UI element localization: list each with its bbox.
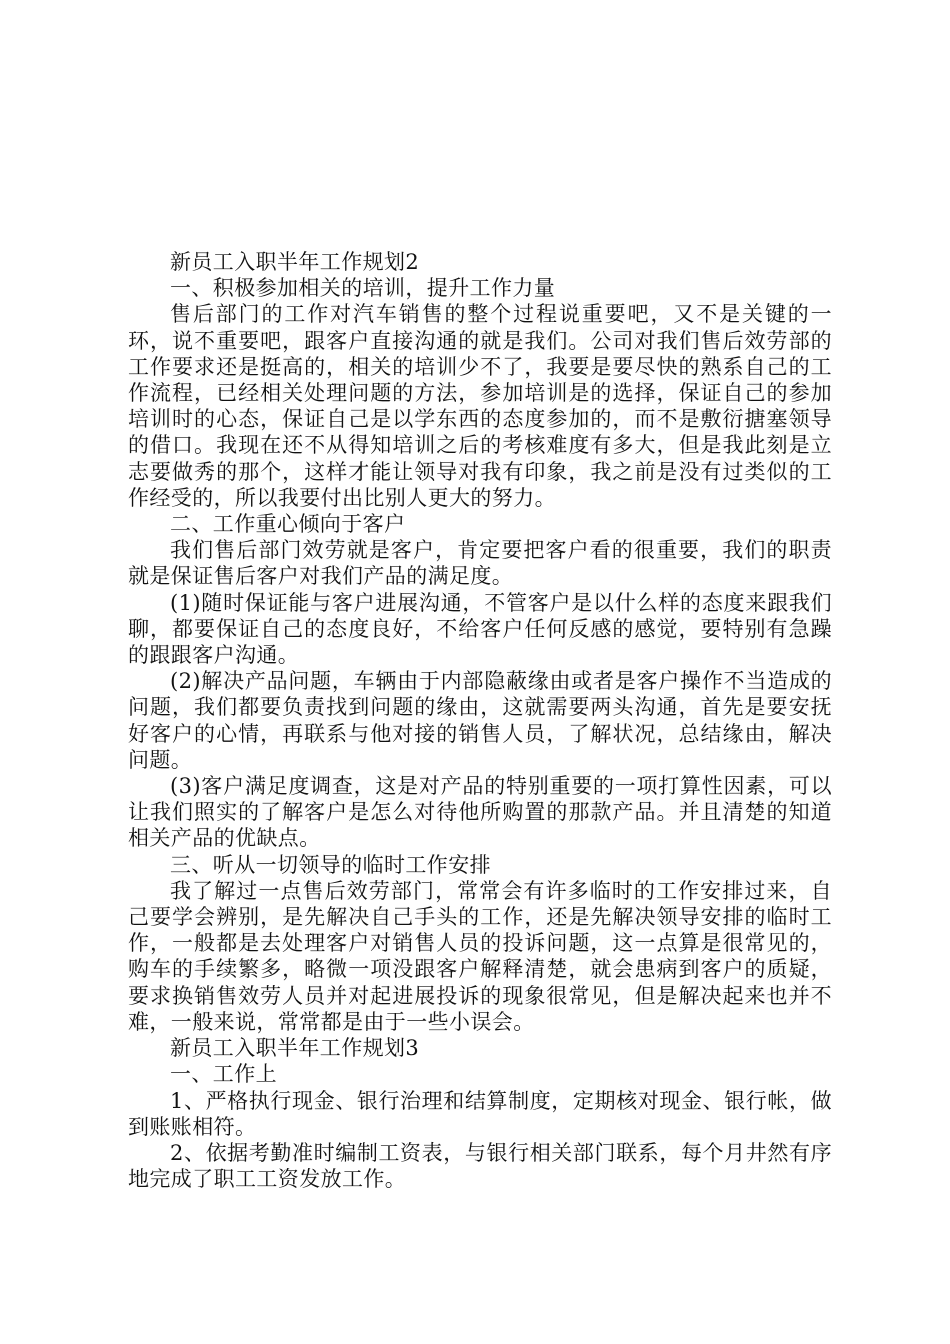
body-paragraph: 售后部门的工作对汽车销售的整个过程说重要吧，又不是关键的一环，说不重要吧，跟客户直接沟通的就是我们。公司对我们售后效劳部的工作要求还是挺高的，相关的培训少不了，我要是要尽快的熟系自己的工作流程，已经相关处理问题的方法，参加培训是的选择，保证自己的参加培训时的心态，保证自己是以学东西的态度参加的，而不是敷衍搪塞领导的借口。我现在还不从得知培训之后的考核难度有多大，但是我此刻是立志要做秀的那个，这样才能让领导对我有印象，我之前是没有过类似的工作经受的，所以我要付出比别人更大的努力。 xyxy=(128,302,832,510)
body-paragraph: 我们售后部门效劳就是客户，肯定要把客户看的很重要，我们的职责就是保证售后客户对我们产品的满足度。 xyxy=(128,538,832,589)
list-item: 1、严格执行现金、银行治理和结算制度，定期核对现金、银行帐，做到账账相符。 xyxy=(128,1088,832,1139)
list-item: (2)解决产品问题，车辆由于内部隐蔽缘由或者是客户操作不当造成的问题，我们都要负责找到问题的缘由，这就需要两头沟通，首先是要安抚好客户的心情，再联系与他对接的销售人员，了解状况，总结缘由，解决问题。 xyxy=(128,669,832,772)
heading-plan-3: 新员工入职半年工作规划3 xyxy=(170,1036,420,1061)
heading-plan-2: 新员工入职半年工作规划2 xyxy=(170,250,420,274)
section-heading-3: 三、听从一切领导的临时工作安排 xyxy=(170,852,491,877)
list-item: (1)随时保证能与客户进展沟通，不管客户是以什么样的态度来跟我们聊，都要保证自己的态度良好，不给客户任何反感的感觉，要特别有急躁的跟跟客户沟通。 xyxy=(128,590,832,668)
section-heading-2: 二、工作重心倾向于客户 xyxy=(170,512,406,537)
list-item: 2、依据考勤准时编制工资表，与银行相关部门联系，每个月井然有序地完成了职工工资发放工作。 xyxy=(128,1140,832,1192)
document-page xyxy=(128,249,832,1192)
section-heading-1: 一、工作上 xyxy=(170,1062,277,1087)
list-item: (3)客户满足度调查，这是对产品的特别重要的一项打算性因素，可以让我们照实的了解客户是怎么对待他所购置的那款产品。并且清楚的知道相关产品的优缺点。 xyxy=(128,774,832,851)
section-heading-1: 一、积极参加相关的培训，提升工作力量 xyxy=(170,276,556,301)
body-paragraph: 我了解过一点售后效劳部门，常常会有许多临时的工作安排过来，自己要学会辨别，是先解决自己手头的工作，还是先解决领导安排的临时工作，一般都是去处理客户对销售人员的投诉问题，这一点算是很常见的，购车的手续繁多，略微一项没跟客户解释清楚，就会患病到客户的质疑，要求换销售效劳人员并对起进展投诉的现象很常见，但是解决起来也并不难，一般来说，常常都是由于一些小误会。 xyxy=(128,878,832,1034)
